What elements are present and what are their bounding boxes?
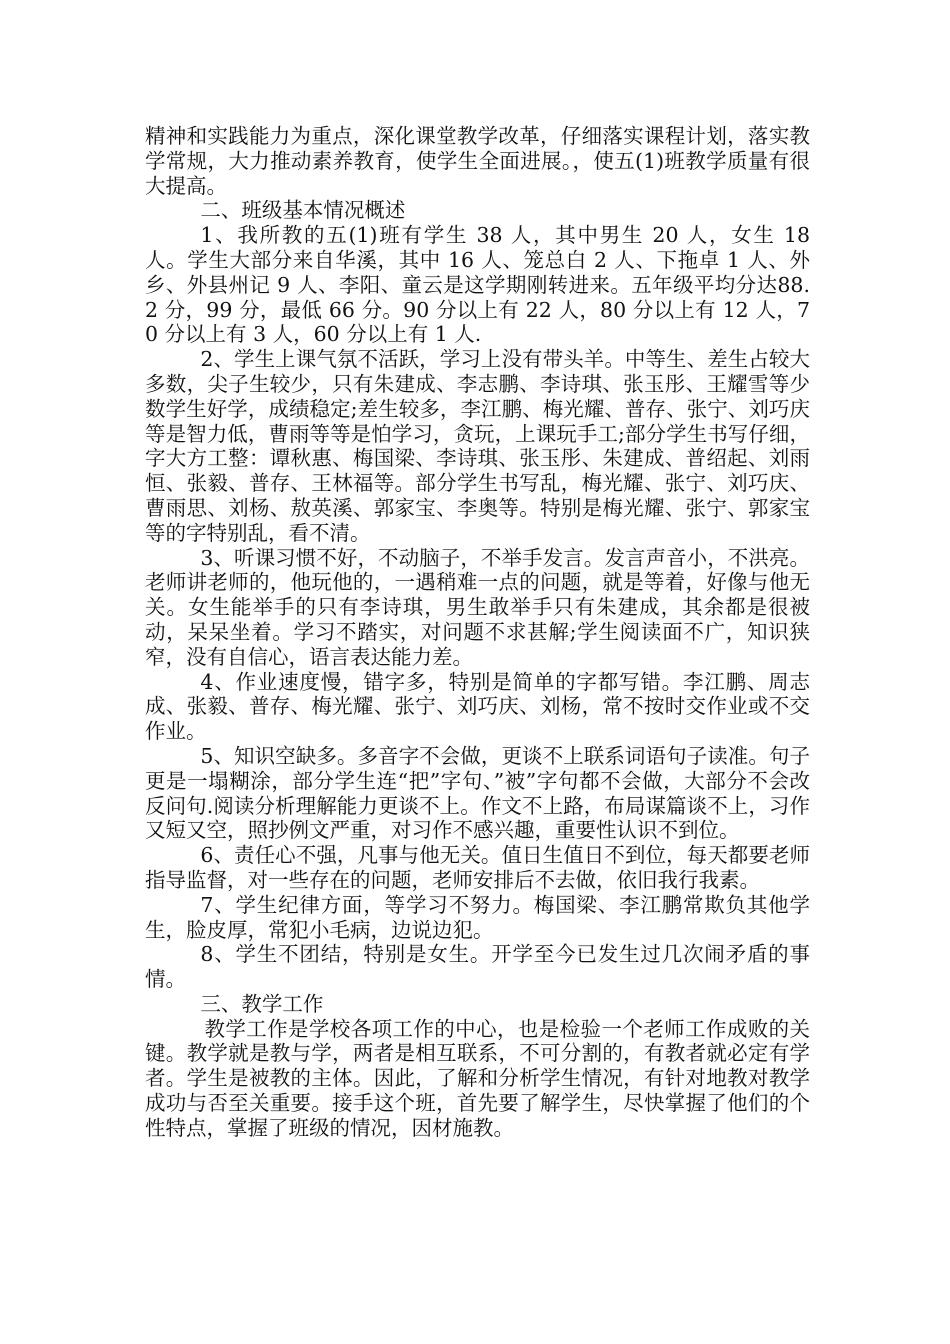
paragraph-item-3: 3、听课习惯不好，不动脑子，不举手发言。发言声音小，不洪亮。老师讲老师的，他玩他的，一遇稍难一点的问题，就是等着，好像与他无关。女生能举手的只有李诗琪，男生敢举手只有朱建成，其余都是很被动，呆呆坐着。学习不踏实，对问题不求甚解;学生阅读面不广，知识狭窄，没有自信心，语言表达能力差。	[145, 545, 810, 669]
paragraph-teaching-work: 教学工作是学校各项工作的中心，也是检验一个老师工作成败的关键。教学就是教与学，两者是相互联系，不可分割的，有教者就必定有学者。学生是被教的主体。因此，了解和分析学生情况，有针对地教对教学成功与否至关重要。接手这个班，首先要了解学生，尽快掌握了他们的个性特点，掌握了班级的情况，因材施教。	[145, 1016, 810, 1140]
document-body	[145, 124, 810, 1141]
paragraph-item-6: 6、责任心不强，凡事与他无关。值日生值日不到位，每天都要老师指导监督，对一些存在的问题，老师安排后不去做，依旧我行我素。	[145, 843, 810, 892]
paragraph-item-5: 5、知识空缺多。多音字不会做，更谈不上联系词语句子读准。句子更是一塌糊涂，部分学生连“把”字句、”被”字句都不会做，大部分不会改反问句.阅读分析理解能力更谈不上。作文不上路，布局谋篇谈不上，习作又短又空，照抄例文严重，对习作不感兴趣，重要性认识不到位。	[145, 743, 810, 843]
paragraph-intro-continuation: 精神和实践能力为重点，深化课堂教学改革，仔细落实课程计划，落实教学常规，大力推动素养教育，使学生全面进展。，使五(1)班教学质量有很大提高。	[145, 124, 810, 198]
paragraph-item-4: 4、作业速度慢，错字多，特别是简单的字都写错。李江鹏、周志成、张毅、普存、梅光耀、张宁、刘巧庆、刘杨，常不按时交作业或不交作业。	[145, 669, 810, 744]
paragraph-item-2: 2、学生上课气氛不活跃，学习上没有带头羊。中等生、差生占较大多数，尖子生较少，只有朱建成、李志鹏、李诗琪、张玉彤、王耀雪等少数学生好学，成绩稳定;差生较多，李江鹏、梅光耀、普存、张宁、刘巧庆等是智力低，曹雨等等是怕学习，贪玩，上课玩手工;部分学生书写仔细，字大方工整：谭秋惠、梅国梁、李诗琪、张玉彤、朱建成、普绍起、刘雨恒、张毅、普存、王林福等。部分学生书写乱，梅光耀、张宁、刘巧庆、曹雨思、刘杨、敖英溪、郭家宝、李奥等。特别是梅光耀、张宁、郭家宝等的字特别乱，看不清。	[145, 347, 810, 545]
paragraph-item-1: 1、我所教的五(1)班有学生 38 人，其中男生 20 人，女生 18 人。学生大部分来自华溪，其中 16 人、笼总白 2 人、下拖卓 1 人、外乡、外县州记 9 人、李阳、童云是这学期刚转进来。五年级平均分达88.2 分，99 分，最低 66 分。90 分以上有 22 人，80 分以上有 12 人，70 分以上有 3 人，60 分以上有 1 人.	[145, 223, 810, 347]
section-heading-teaching-work: 三、教学工作	[200, 991, 324, 1016]
paragraph-item-8: 8、学生不团结，特别是女生。开学至今已发生过几次闹矛盾的事情。	[145, 942, 810, 992]
section-heading-class-overview: 二、班级基本情况概述	[200, 198, 406, 223]
paragraph-item-7: 7、学生纪律方面，等学习不努力。梅国梁、李江鹏常欺负其他学生，脸皮厚，常犯小毛病，边说边犯。	[145, 892, 810, 942]
